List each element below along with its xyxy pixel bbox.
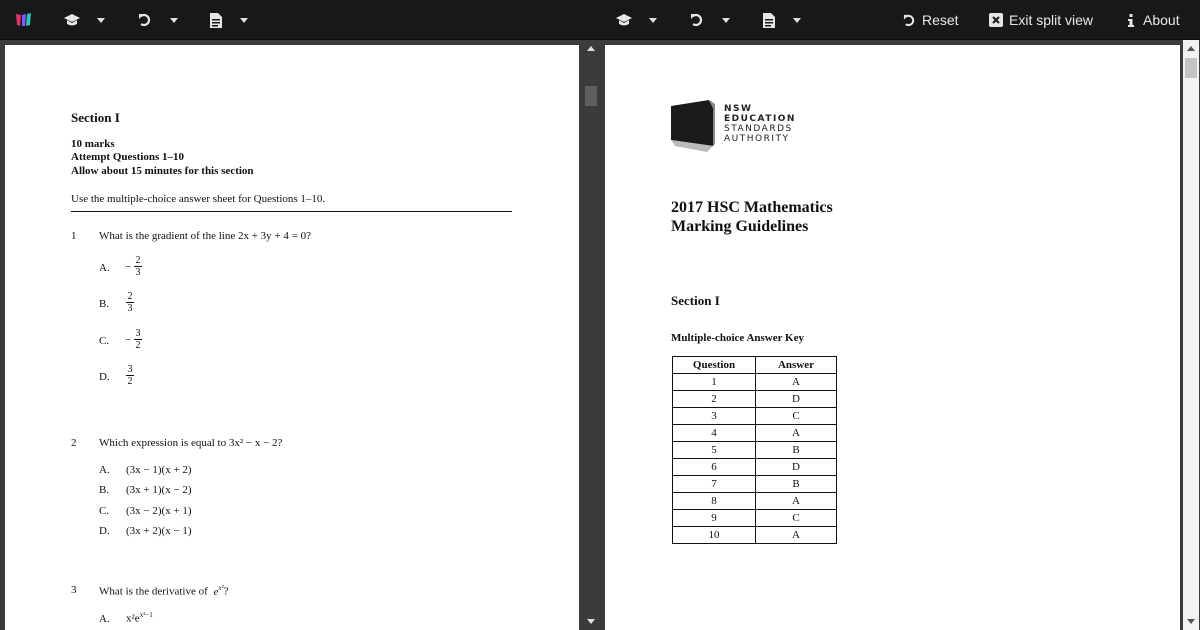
question-cell: 2 xyxy=(673,391,756,408)
answer-key-table xyxy=(672,356,837,544)
answer-cell: D xyxy=(756,391,837,408)
question-text: Which expression is equal to 3x² − x − 2? xyxy=(99,437,283,449)
left-document-page xyxy=(5,45,579,630)
option-fraction xyxy=(134,255,142,278)
fraction-numerator: 2 xyxy=(135,255,141,266)
fraction-numerator: 3 xyxy=(135,328,141,339)
table-row xyxy=(673,374,837,391)
option-label: A. xyxy=(99,464,110,476)
section-heading: Section I xyxy=(71,110,120,125)
option-base: x²e xyxy=(126,612,140,625)
answer-cell: A xyxy=(756,527,837,544)
right-history-menu-button[interactable] xyxy=(690,0,730,40)
option-label: D. xyxy=(99,525,110,537)
answer-cell: B xyxy=(756,476,837,493)
left-history-menu-button[interactable] xyxy=(138,0,178,40)
question-cell: 9 xyxy=(673,510,756,527)
option-label: D. xyxy=(99,371,110,383)
right-document-page xyxy=(605,45,1180,630)
allow-text: Allow about 15 minutes for this section xyxy=(71,165,254,177)
answer-cell: C xyxy=(756,408,837,425)
option-label: B. xyxy=(99,484,110,496)
right-course-menu-button[interactable] xyxy=(615,0,657,40)
info-icon xyxy=(1128,14,1134,27)
option-fraction xyxy=(126,291,134,314)
left-course-menu-button[interactable] xyxy=(63,0,105,40)
answer-key-title: Multiple-choice Answer Key xyxy=(671,332,804,344)
nesa-logo-icon xyxy=(669,100,719,152)
question-cell: 7 xyxy=(673,476,756,493)
left-document-menu-button[interactable] xyxy=(210,0,248,40)
graduation-cap-icon xyxy=(63,13,81,27)
scroll-down-icon[interactable] xyxy=(587,619,595,624)
question-number: 2 xyxy=(71,437,77,449)
option-sign: − xyxy=(125,261,132,273)
option-label: B. xyxy=(99,298,110,310)
fraction-denominator: 2 xyxy=(127,376,133,387)
top-toolbar xyxy=(0,0,1200,40)
chevron-down-icon xyxy=(170,18,178,23)
undo-icon xyxy=(903,14,916,27)
undo-icon xyxy=(138,13,152,27)
table-row xyxy=(673,493,837,510)
option-label: A. xyxy=(99,613,110,625)
fraction-denominator: 2 xyxy=(135,340,141,351)
option-fraction xyxy=(126,364,134,387)
undo-icon xyxy=(690,13,704,27)
attempt-text: Attempt Questions 1–10 xyxy=(71,151,185,163)
table-row xyxy=(673,459,837,476)
about-button[interactable] xyxy=(1128,0,1180,40)
scroll-up-icon[interactable] xyxy=(1187,46,1195,51)
org-name-line: AUTHORITY xyxy=(724,134,790,144)
scrollbar-thumb[interactable] xyxy=(1185,58,1197,78)
exp-base: e xyxy=(213,585,219,598)
question-text: What is the gradient of the line 2x + 3y + 4 = 0? xyxy=(99,230,311,242)
chevron-down-icon xyxy=(722,18,730,23)
option-text xyxy=(126,611,153,625)
question-text-prefix: What is the derivative of xyxy=(99,585,208,598)
question-cell: 5 xyxy=(673,442,756,459)
reset-label: Reset xyxy=(922,12,959,28)
column-header: Answer xyxy=(756,357,837,374)
org-name-line: STANDARDS xyxy=(724,124,793,134)
left-scrollbar[interactable] xyxy=(583,40,599,630)
chevron-down-icon xyxy=(649,18,657,23)
answer-cell: A xyxy=(756,425,837,442)
table-header-row xyxy=(673,357,837,374)
question-cell: 1 xyxy=(673,374,756,391)
question-number: 3 xyxy=(71,584,77,596)
scrollbar-thumb[interactable] xyxy=(585,86,597,106)
question-cell: 10 xyxy=(673,527,756,544)
option-power: x²−1 xyxy=(139,611,153,619)
close-box-icon xyxy=(989,13,1003,27)
fraction-numerator: 2 xyxy=(127,291,133,302)
document-icon xyxy=(763,13,775,28)
table-row xyxy=(673,527,837,544)
app-logo-icon xyxy=(14,0,34,40)
question-cell: 4 xyxy=(673,425,756,442)
org-name-line: EDUCATION xyxy=(724,114,796,124)
answer-cell: A xyxy=(756,374,837,391)
marks-text: 10 marks xyxy=(71,138,115,150)
option-text: (3x + 1)(x − 2) xyxy=(126,484,192,496)
option-fraction xyxy=(134,328,142,351)
table-row xyxy=(673,425,837,442)
document-title-line2: Marking Guidelines xyxy=(671,218,809,235)
right-document-menu-button[interactable] xyxy=(763,0,801,40)
answer-cell: A xyxy=(756,493,837,510)
right-scrollbar[interactable] xyxy=(1183,40,1199,630)
option-label: C. xyxy=(99,505,110,517)
scroll-up-icon[interactable] xyxy=(587,46,595,51)
exp-power: x² xyxy=(218,584,224,592)
column-header: Question xyxy=(673,357,756,374)
exit-split-view-button[interactable] xyxy=(989,0,1093,40)
chevron-down-icon xyxy=(240,18,248,23)
exit-split-view-label: Exit split view xyxy=(1009,12,1094,28)
question-cell: 8 xyxy=(673,493,756,510)
graduation-cap-icon xyxy=(615,13,633,27)
question-cell: 3 xyxy=(673,408,756,425)
answer-cell: C xyxy=(756,510,837,527)
fraction-numerator: 3 xyxy=(127,364,133,375)
document-icon xyxy=(210,13,222,28)
option-text: (3x − 2)(x + 1) xyxy=(126,505,192,517)
option-label: C. xyxy=(99,335,110,347)
table-row xyxy=(673,476,837,493)
table-row xyxy=(673,391,837,408)
chevron-down-icon xyxy=(97,18,105,23)
option-label: A. xyxy=(99,262,110,274)
question-number: 1 xyxy=(71,230,77,242)
document-title-line1: 2017 HSC Mathematics xyxy=(671,199,833,216)
answer-cell: D xyxy=(756,459,837,476)
question-text xyxy=(99,584,229,598)
about-label: About xyxy=(1143,12,1180,28)
chevron-down-icon xyxy=(793,18,801,23)
section-heading: Section I xyxy=(671,293,720,308)
table-row xyxy=(673,408,837,425)
reset-button[interactable] xyxy=(903,0,959,40)
table-row xyxy=(673,442,837,459)
question-text-suffix: ? xyxy=(223,585,229,598)
option-sign: − xyxy=(125,334,132,346)
option-text: (3x − 1)(x + 2) xyxy=(126,464,192,476)
option-text: (3x + 2)(x − 1) xyxy=(126,525,192,537)
fraction-denominator: 3 xyxy=(135,267,141,278)
question-cell: 6 xyxy=(673,459,756,476)
answer-cell: B xyxy=(756,442,837,459)
fraction-denominator: 3 xyxy=(127,303,133,314)
scroll-down-icon[interactable] xyxy=(1187,619,1195,624)
table-row xyxy=(673,510,837,527)
org-name-line: NSW xyxy=(724,104,753,114)
divider xyxy=(71,211,512,212)
instruction-text: Use the multiple-choice answer sheet for Questions 1–10. xyxy=(71,193,326,205)
